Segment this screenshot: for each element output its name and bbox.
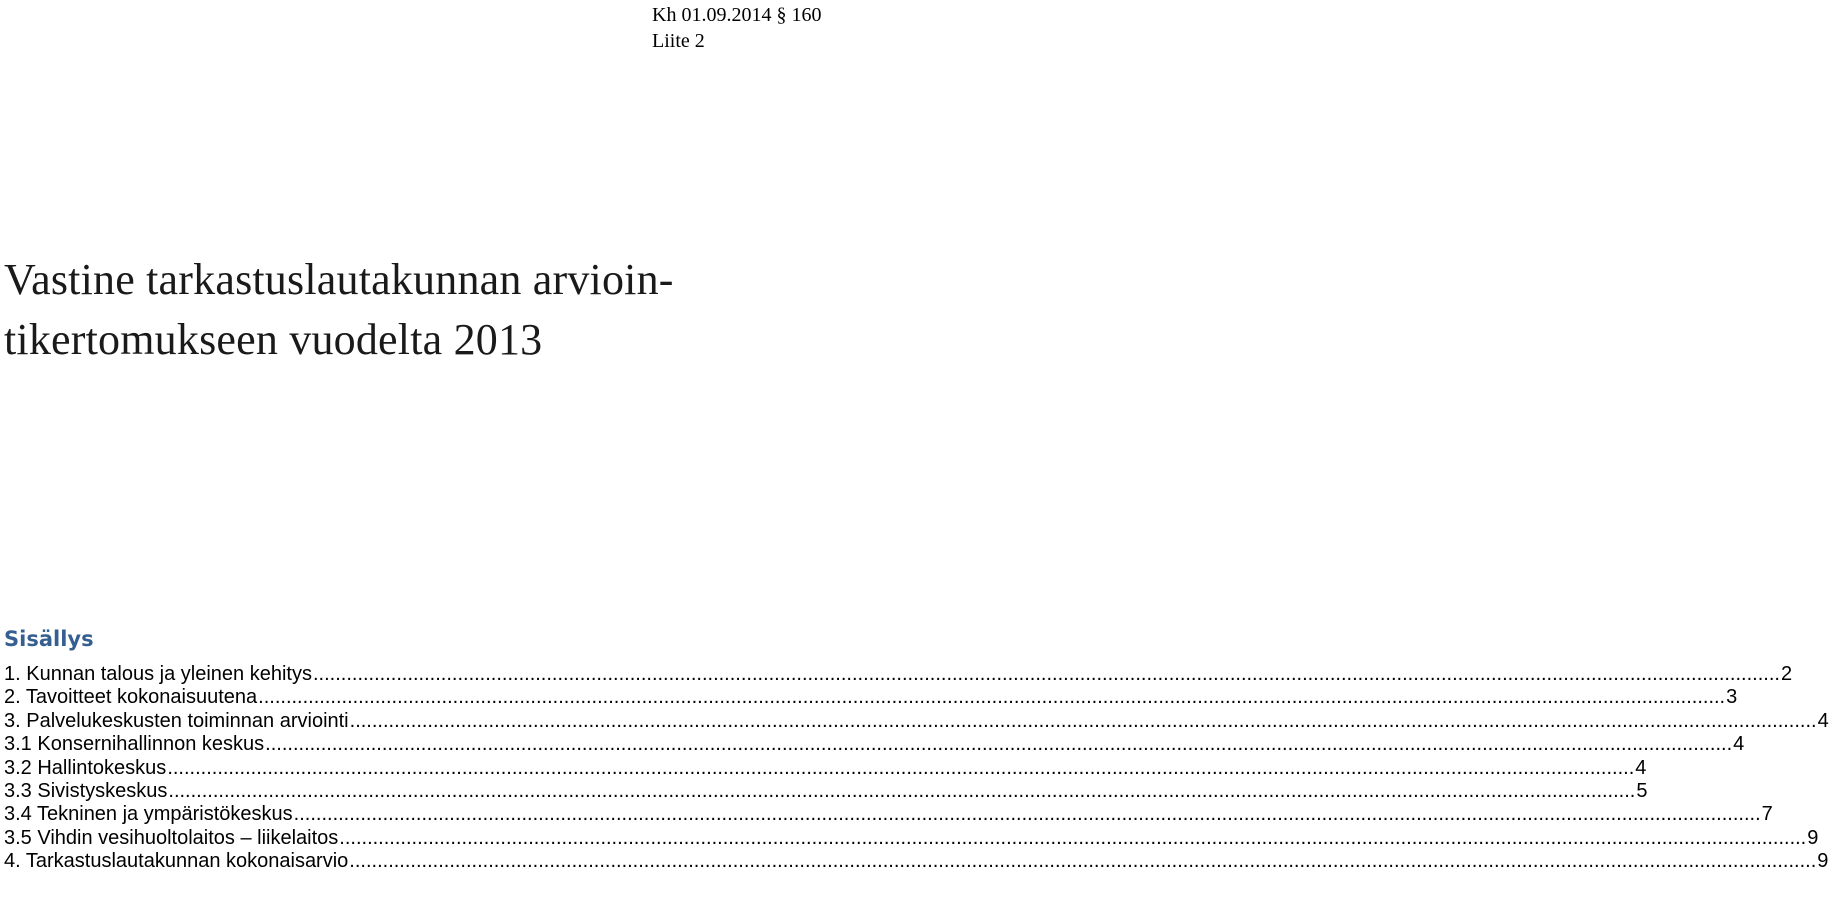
- toc-dot-leader: [339, 827, 1806, 850]
- toc-entry-konsernihallinnon-keskus[interactable]: [4, 733, 1745, 756]
- toc-entry-label: 3.5 Vihdin vesihuoltolaitos – liikelaitos: [4, 826, 339, 849]
- toc-dot-leader: [294, 803, 1761, 826]
- toc-dot-leader: [167, 757, 1634, 780]
- toc-page-number: 4: [1733, 733, 1745, 756]
- toc-dot-leader: [350, 710, 1817, 733]
- toc-entry-kokonaisarvio[interactable]: [4, 850, 1829, 873]
- toc-entry-sivistyskeskus[interactable]: [4, 779, 1648, 803]
- attachment-label: Liite 2: [652, 30, 705, 52]
- toc-dot-leader: [258, 686, 1725, 709]
- toc-entry-label: 2. Tavoitteet kokonaisuutena: [4, 686, 258, 709]
- toc-page-number: 2: [1780, 663, 1793, 685]
- title-line-1: Vastine tarkastuslautakunnan arvioin-: [4, 255, 674, 304]
- title-line-2: tikertomukseen vuodelta 2013: [4, 315, 543, 364]
- toc-heading: Sisällys: [4, 627, 94, 651]
- toc-page-number: 9: [1807, 826, 1819, 849]
- document-header: [652, 2, 821, 54]
- table-of-contents: [4, 663, 1829, 874]
- toc-entry-label: 3. Palvelukeskusten toiminnan arviointi: [4, 709, 349, 732]
- toc-entry-palvelukeskusten-arviointi[interactable]: [4, 709, 1829, 733]
- document-title: [4, 250, 674, 370]
- toc-dot-leader: [313, 663, 1780, 686]
- toc-page-number: 3: [1726, 686, 1738, 709]
- toc-page-number: 9: [1817, 850, 1829, 873]
- toc-entry-label: 3.1 Konsernihallinnon keskus: [4, 733, 265, 756]
- toc-page-number: 4: [1635, 756, 1647, 779]
- toc-entry-label: 4. Tarkastuslautakunnan kokonaisarvio: [4, 850, 349, 873]
- toc-entry-label: 3.2 Hallintokeskus: [4, 756, 167, 779]
- toc-entry-kunnan-talous[interactable]: [4, 663, 1793, 686]
- toc-entry-label: 3.3 Sivistyskeskus: [4, 779, 168, 802]
- toc-entry-label: 1. Kunnan talous ja yleinen kehitys: [4, 663, 312, 685]
- toc-page-number: 4: [1817, 709, 1829, 732]
- toc-page-number: 7: [1761, 803, 1773, 826]
- toc-dot-leader: [349, 850, 1816, 873]
- toc-entry-label: 3.4 Tekninen ja ympäristökeskus: [4, 803, 293, 826]
- toc-entry-vesihuoltolaitos[interactable]: [4, 826, 1819, 850]
- toc-dot-leader: [168, 780, 1635, 803]
- toc-page-number: 5: [1636, 779, 1648, 802]
- toc-dot-leader: [265, 733, 1732, 756]
- meeting-reference: Kh 01.09.2014 § 160: [652, 4, 822, 26]
- toc-entry-tekninen-ja-ymparistokeskus[interactable]: [4, 803, 1773, 826]
- toc-entry-hallintokeskus[interactable]: [4, 756, 1647, 780]
- toc-entry-tavoitteet[interactable]: [4, 686, 1738, 709]
